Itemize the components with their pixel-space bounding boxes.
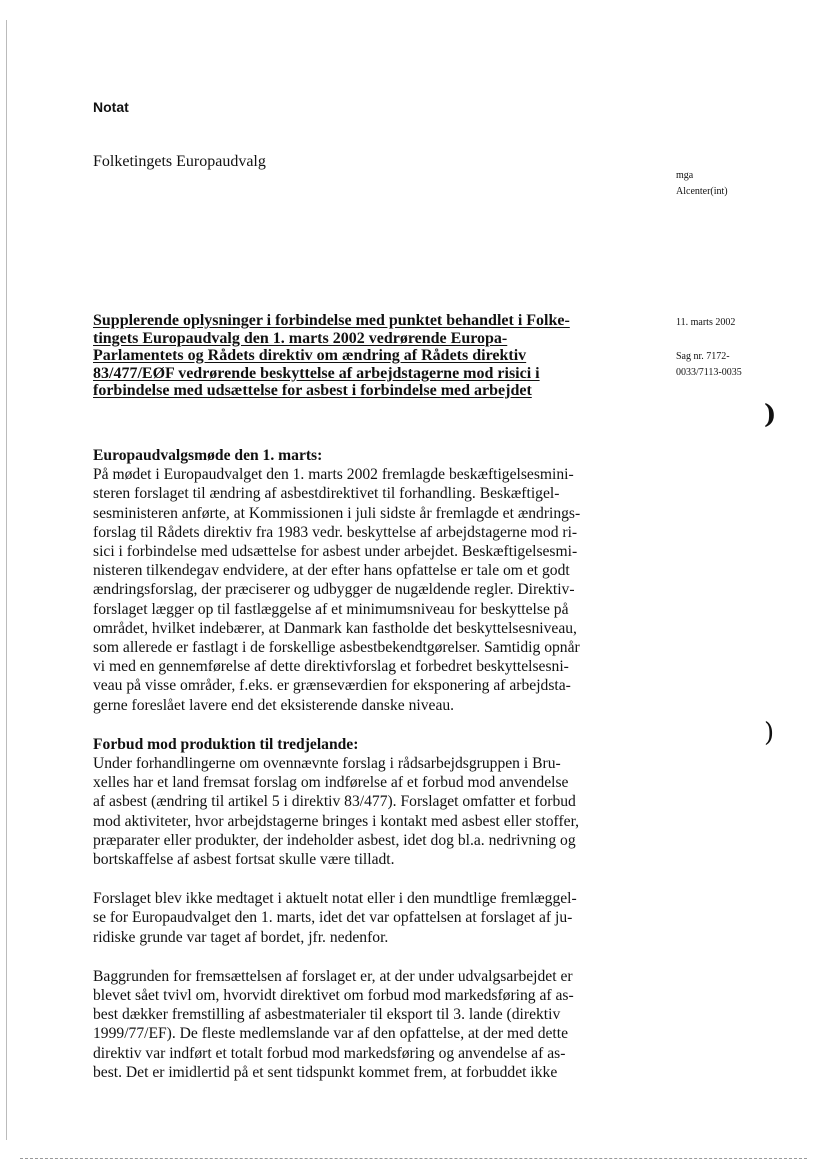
subject-line: 83/477/EØF vedrørende beskyttelse af arbejdstagerne mod risici i (93, 364, 540, 382)
text-line: gerne foreslået lavere end det eksisterende danske niveau. (93, 696, 455, 714)
text-line: ændringsforslag, der præciserer og udbygger de nugældende regler. Direktiv- (93, 581, 575, 599)
case-number: 0033/7113-0035 (676, 367, 742, 378)
text-line: Forslaget blev ikke medtaget i aktuelt notat eller i den mundtlige fremlæggel- (93, 890, 577, 908)
organization-name: Folketingets Europaudvalg (93, 153, 266, 170)
text-line: området, hvilket indebærer, at Danmark kan fastholde det beskyttelsesniveau, (93, 619, 577, 637)
date-case-info (676, 315, 742, 381)
text-line: steren forslaget til ændring af asbestdirektivet til forhandling. Beskæftigel- (93, 485, 560, 503)
paragraph-background (93, 967, 623, 1082)
text-line: Under forhandlingerne om ovennævnte forslag i rådsarbejdsgruppen i Bru- (93, 755, 561, 773)
text-line: xelles har et land fremsat forslag om indførelse af et forbud mod anvendelse (93, 774, 569, 792)
text-line: bortskaffelse af asbest fortsat skulle være tilladt. (93, 851, 395, 869)
paragraph-meeting (93, 465, 623, 715)
scan-mark-closing: ) (764, 400, 777, 430)
document-type-label: Notat (93, 99, 129, 115)
text-line: forslaget lægger op til fastlæggelse af et minimumsniveau for beskyttelse på (93, 600, 569, 618)
paragraph-ban (93, 754, 623, 869)
subject-line: tingets Europaudvalg den 1. marts 2002 vedrørende Europa- (93, 329, 508, 347)
section-heading-ban: Forbud mod produktion til tredjelande: (93, 735, 359, 753)
text-line: direktiv var indført et totalt forbud mod markedsføring og anvendelse af as- (93, 1044, 566, 1062)
sender-unit: Alcenter(int) (676, 186, 728, 197)
section-heading-meeting: Europaudvalgsmøde den 1. marts: (93, 447, 323, 464)
subject-heading (93, 312, 613, 400)
text-line: På mødet i Europaudvalget den 1. marts 2002 fremlagde beskæftigelsesmini- (93, 466, 574, 484)
document-body (93, 446, 623, 1082)
text-line: best. Det er imidlertid på et sent tidspunkt kommet frem, at forbuddet ikke (93, 1063, 558, 1081)
subject-line: Parlamentets og Rådets direktiv om ændring af Rådets direktiv (93, 347, 527, 364)
text-line: 1999/77/EF). De fleste medlemslande var af den opfattelse, at der med dette (93, 1025, 569, 1043)
text-line: vi med en gennemførelse af dette direktivforslag et forbedret beskyttelsesni- (93, 658, 569, 676)
text-line: veau på visse områder, f.eks. er grænseværdien for eksponering af arbejdsta- (93, 677, 571, 695)
subject-line: Supplerende oplysninger i forbindelse med punktet behandlet i Folke- (93, 312, 570, 329)
text-line: præparater eller produkter, der indeholder asbest, idet dog bl.a. nedrivning og (93, 831, 576, 849)
page-bottom-edge (20, 1158, 807, 1159)
text-line: blevet sået tvivl om, hvorvidt direktivet om forbud mod markedsføring af as- (93, 987, 574, 1005)
binder-margin-line (6, 20, 7, 1140)
text-line: Baggrunden for fremsættelsen af forslaget er, at der under udvalgsarbejdet er (93, 967, 573, 985)
paragraph-not-included (93, 889, 623, 947)
text-line: best dækker fremstilling af asbestmaterialer til eksport til 3. lande (direktiv (93, 1006, 561, 1024)
case-number-label: Sag nr. 7172- (676, 351, 730, 362)
subject-line: forbindelse med udsættelse for asbest i forbindelse med arbejdet (93, 382, 532, 399)
text-line: ridiske grunde var taget af bordet, jfr. nedenfor. (93, 928, 389, 946)
document-date: 11. marts 2002 (676, 317, 736, 328)
text-line: se for Europaudvalget den 1. marts, idet det var opfattelsen at forslaget af ju- (93, 909, 573, 927)
text-line: af asbest (ændring til artikel 5 i direktiv 83/477). Forslaget omfatter et forbud (93, 793, 576, 811)
text-line: sici i forbindelse med udsættelse for asbest under arbejdet. Beskæftigelsesmi- (93, 543, 578, 561)
text-line: som allerede er fastlagt i de forskellige asbestbekendtgørelser. Samtidig opnår (93, 639, 580, 657)
sender-initials: mga (676, 170, 694, 181)
sender-info (676, 168, 728, 200)
scan-mark-open: ) (764, 718, 775, 748)
text-line: forslag til Rådets direktiv fra 1983 vedr. beskyttelse af arbejdstagerne mod ri- (93, 523, 578, 541)
text-line: sesministeren anførte, at Kommissionen i juli sidste år fremlagde et ændrings- (93, 504, 581, 522)
text-line: mod aktiviteter, hvor arbejdstagerne bringes i kontakt med asbest eller stoffer, (93, 812, 580, 830)
text-line: nisteren tilkendegav endvidere, at der efter hans opfattelse er tale om et godt (93, 562, 570, 580)
